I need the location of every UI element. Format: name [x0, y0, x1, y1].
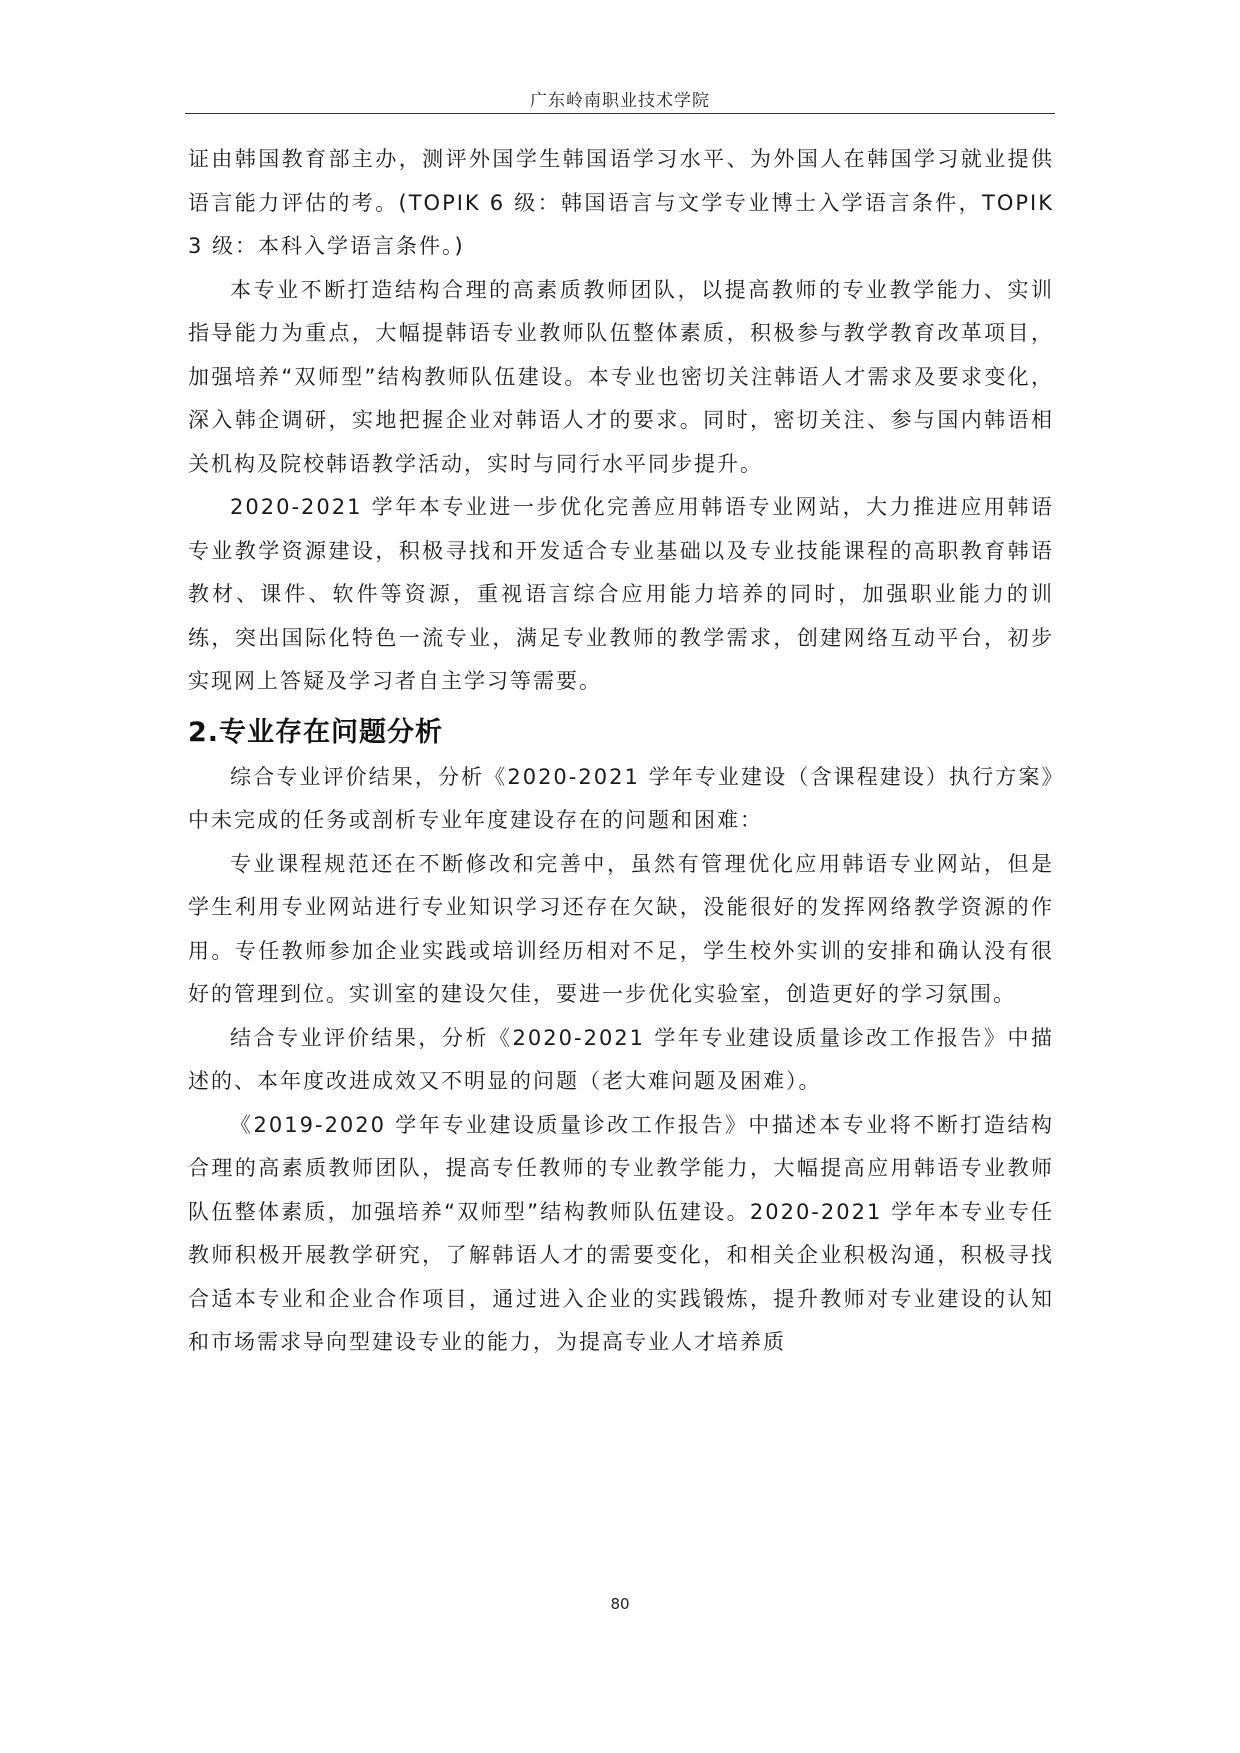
paragraph-problems: 专业课程规范还在不断修改和完善中，虽然有管理优化应用韩语专业网站，但是学生利用专业网站进行专业知识学习还存在欠缺，没能很好的发挥网络教学资源的作用。专任教师参加企业实践或培训经历相对不足，学生校外实训的安排和确认没有很好的管理到位。实训室的建设欠佳，要进一步优化实验室，创造更好的学习氛围。: [188, 851, 1054, 1006]
section-heading: 2.专业存在问题分析: [188, 716, 444, 748]
header-divider: [185, 113, 1055, 114]
page-header: 广东岭南职业技术学院: [530, 91, 710, 111]
document-body: [188, 138, 1054, 1365]
paragraph-evaluation-report: 结合专业评价结果，分析《2020-2021 学年专业建设质量诊改工作报告》中描述的、本年度改进成效又不明显的问题（老大难问题及困难）。: [188, 1025, 1054, 1093]
paragraph-evaluation-intro: 综合专业评价结果，分析《2020-2021 学年专业建设（含课程建设）执行方案》中未完成的任务或剖析专业年度建设存在的问题和困难：: [188, 764, 1054, 832]
page-number: 80: [610, 1595, 630, 1613]
paragraph-continuation: 证由韩国教育部主办，测评外国学生韩国语学习水平、为外国人在韩国学习就业提供语言能力评估的考。(TOPIK 6 级：韩国语言与文学专业博士入学语言条件，TOPIK 3 级：本科入学语言条件。): [188, 147, 1054, 258]
paragraph-previous-report: 《2019-2020 学年专业建设质量诊改工作报告》中描述本专业将不断打造结构合理的高素质教师团队，提高专任教师的专业教学能力，大幅提高应用韩语专业教师队伍整体素质，加强培养“双师型”结构教师队伍建设。2020-2021 学年本专业专任教师积极开展教学研究，了解韩语人才的需要变化，和相关企业积极沟通，积极寻找合适本专业和企业合作项目，通过进入企业的实践锻炼，提升教师对专业建设的认知和市场需求导向型建设专业的能力，为提高专业人才培养质: [188, 1112, 1054, 1354]
paragraph-website-resources: 2020-2021 学年本专业进一步优化完善应用韩语专业网站，大力推进应用韩语专业教学资源建设，积极寻找和开发适合专业基础以及专业技能课程的高职教育韩语教材、课件、软件等资源，重视语言综合应用能力培养的同时，加强职业能力的训练，突出国际化特色一流专业，满足专业教师的教学需求，创建网络互动平台，初步实现网上答疑及学习者自主学习等需要。: [188, 495, 1054, 693]
paragraph-teacher-team: 本专业不断打造结构合理的高素质教师团队，以提高教师的专业教学能力、实训指导能力为重点，大幅提韩语专业教师队伍整体素质，积极参与教学教育改革项目，加强培养“双师型”结构教师队伍建设。本专业也密切关注韩语人才需求及要求变化，深入韩企调研，实地把握企业对韩语人才的要求。同时，密切关注、参与国内韩语相关机构及院校韩语教学活动，实时与同行水平同步提升。: [188, 277, 1054, 476]
